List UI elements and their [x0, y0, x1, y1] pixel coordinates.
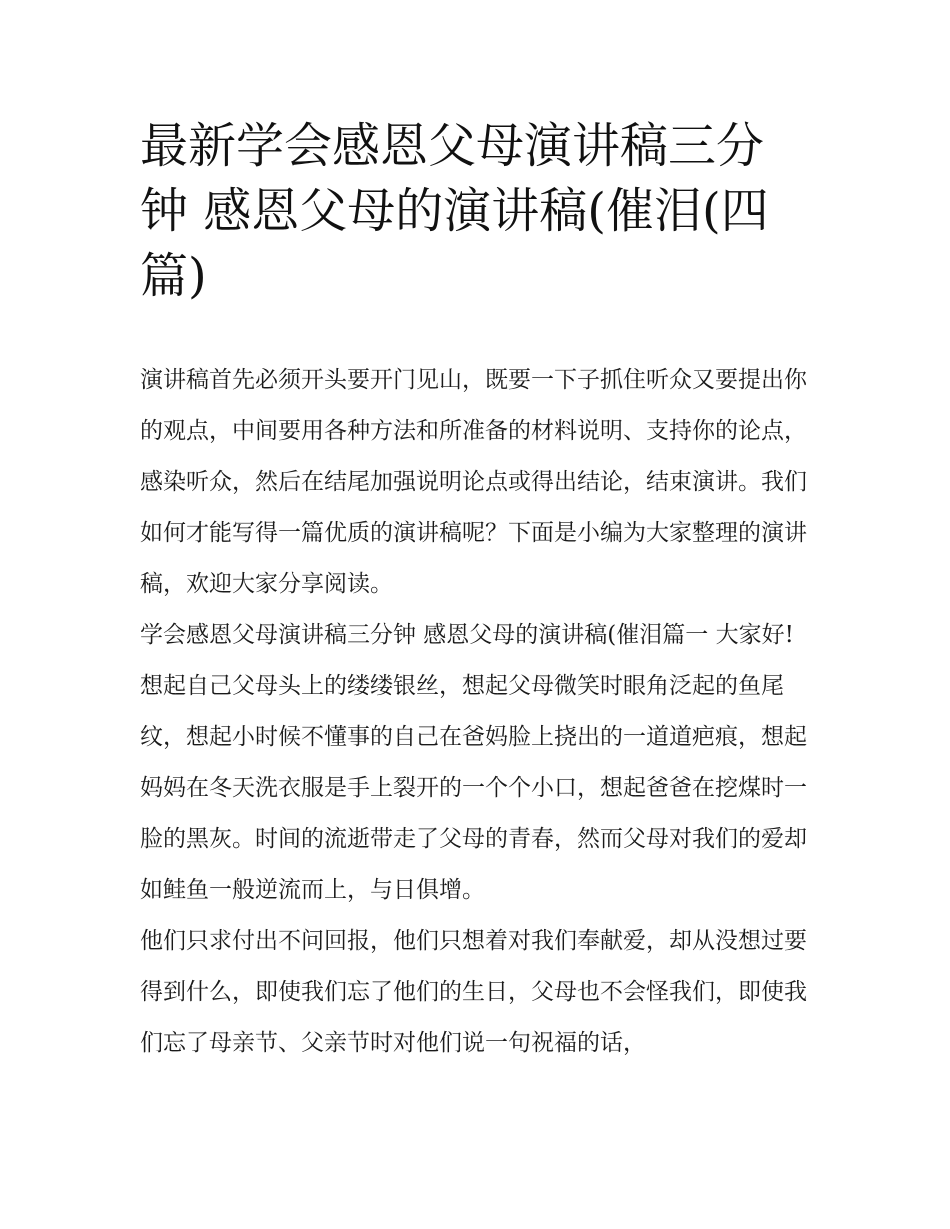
document-body: [140, 355, 812, 1069]
paragraph-section-heading: 学会感恩父母演讲稿三分钟 感恩父母的演讲稿(催泪篇一 大家好!: [140, 622, 794, 648]
paragraph-memories: 想起自己父母头上的缕缕银丝，想起父母微笑时眼角泛起的鱼尾纹，想起小时候不懂事的自己在爸妈脸上挠出的一道道疤痕，想起妈妈在冬天洗衣服是手上裂开的一个个小口，想起爸爸在挖煤时一脸的黑灰。时间的流逝带走了父母的青春，然而父母对我们的爱却如鲑鱼一般逆流而上，与日俱增。: [140, 673, 807, 903]
paragraph-sacrifice: 他们只求付出不问回报，他们只想着对我们奉献爱，却从没想过要得到什么，即使我们忘了他们的生日，父母也不会怪我们，即使我们忘了母亲节、父亲节时对他们说一句祝福的话，: [140, 928, 807, 1056]
paragraph-intro: 演讲稿首先必须开头要开门见山，既要一下子抓住听众又要提出你的观点，中间要用各种方法和所准备的材料说明、支持你的论点，感染听众，然后在结尾加强说明论点或得出结论，结束演讲。我们如何才能写得一篇优质的演讲稿呢？下面是小编为大家整理的演讲稿，欢迎大家分享阅读。: [140, 367, 807, 597]
document-title: 最新学会感恩父母演讲稿三分钟 感恩父母的演讲稿(催泪(四篇): [140, 118, 769, 304]
